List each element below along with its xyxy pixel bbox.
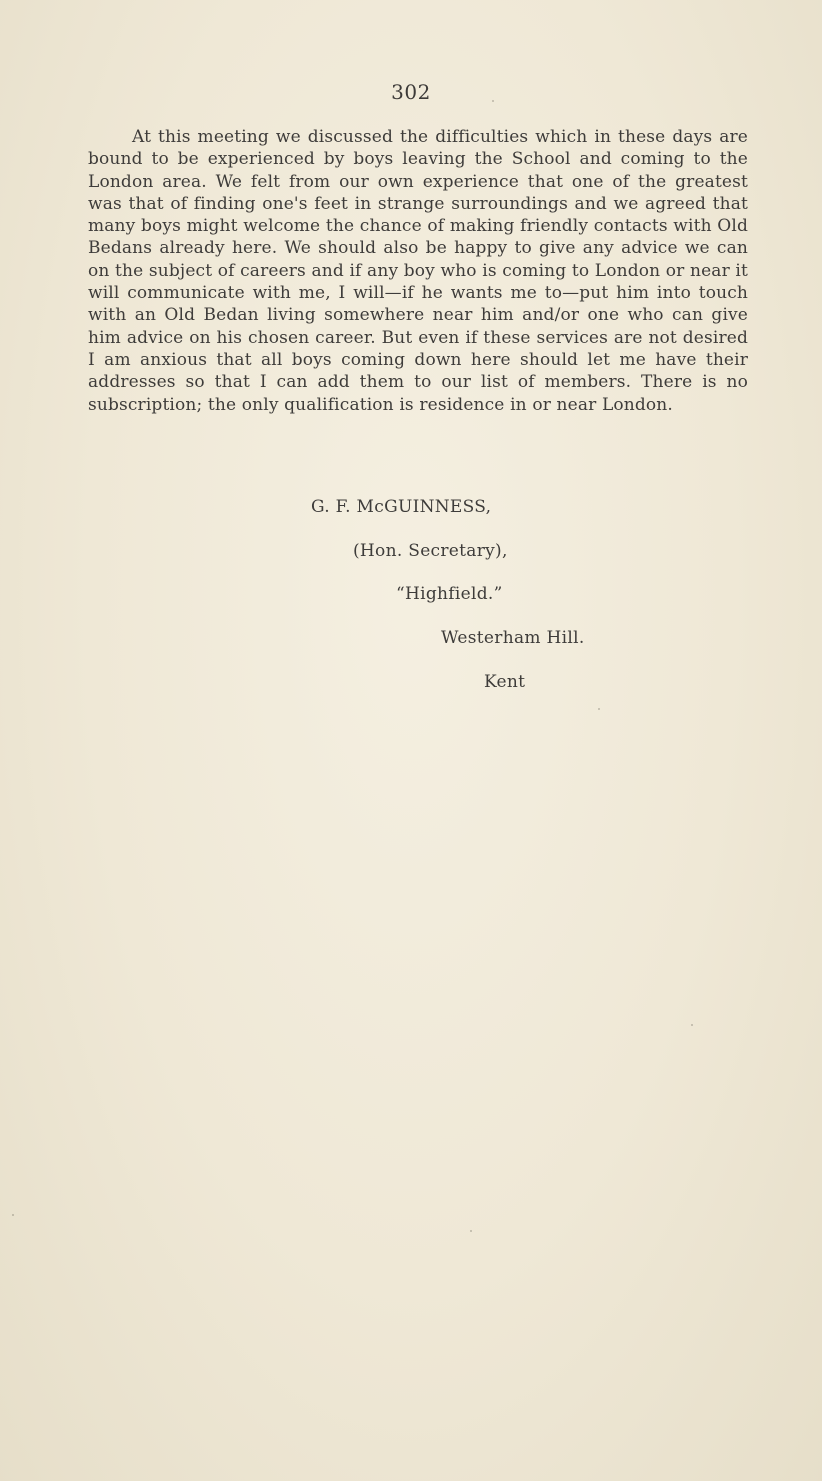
signature-county: Kent [484,672,526,692]
signature-name: G. F. McGUINNESS, [311,497,492,517]
paper-speck [470,1230,472,1232]
signature-street: Westerham Hill. [441,628,585,648]
signature-house: “Highfield.” [396,584,503,604]
paper-speck [12,1214,14,1216]
paper-speck [691,1024,693,1026]
page-number: 302 [391,80,431,104]
signature-title: (Hon. Secretary), [353,541,508,561]
paper-speck [492,100,494,102]
body-paragraph: At this meeting we discussed the difficulties which in these days are bound to be experienced by boys leaving the School and coming to the London area. We felt from our own experience that one of the greatest was that of finding one's feet in strange surroundings and we agreed that many boys might welcome the chance of making friendly contacts with Old Bedans already here. We should also be happy to give any advice we can on the subject of careers and if any boy who is coming to London or near it will communicate with me, I will—if he wants me to—put him into touch with an Old Bedan living somewhere near him and/or one who can give him advice on his chosen career. But even if these services are not desired I am anxious that all boys coming down here should let me have their addresses so that I can add them to our list of members. There is no subscription; the only qualification is residence in or near London. [88,127,748,415]
paper-speck [598,708,600,710]
